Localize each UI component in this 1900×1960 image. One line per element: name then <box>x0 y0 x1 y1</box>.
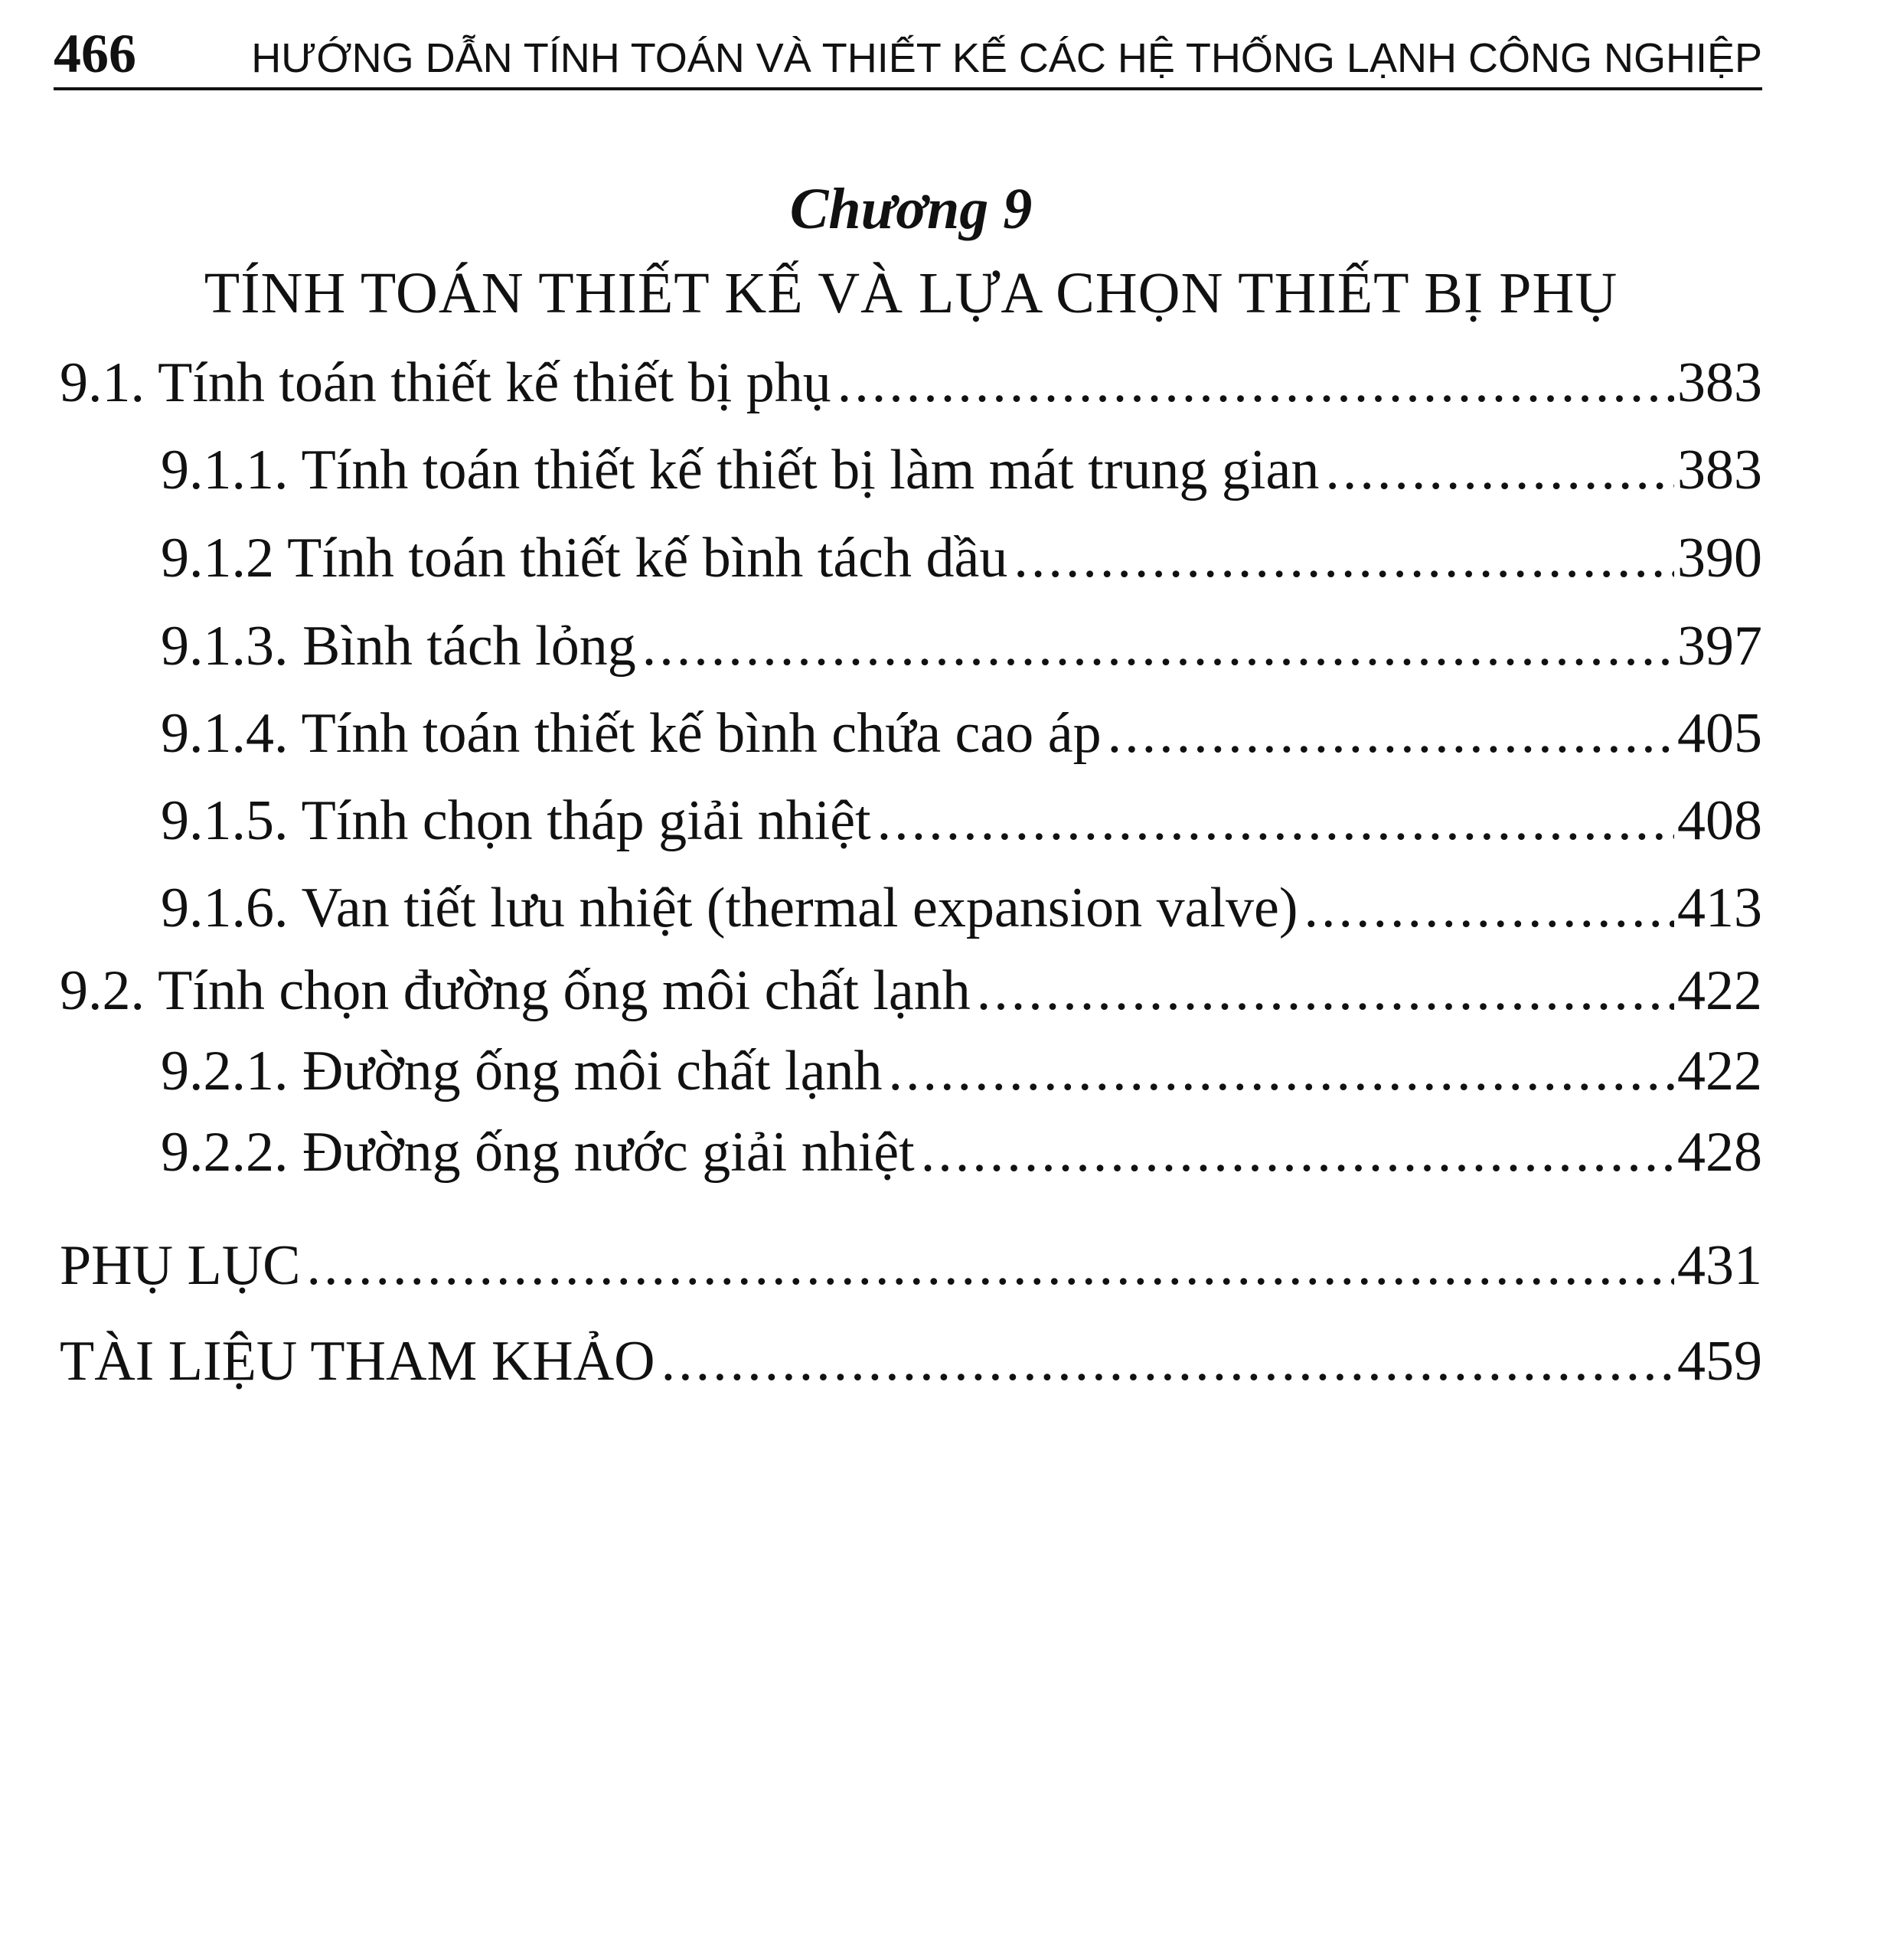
toc-entry-page: 413 <box>1677 877 1762 939</box>
toc-dot-leader <box>888 1037 1674 1106</box>
toc-entry-label: PHỤ LỤC <box>60 1234 301 1297</box>
chapter-label: Chương 9 <box>789 177 1033 241</box>
toc-entry <box>161 699 1762 768</box>
toc-entry <box>161 524 1762 593</box>
running-header <box>54 21 1762 90</box>
toc-entry-page: 422 <box>1677 1040 1762 1102</box>
toc-entry <box>161 786 1762 855</box>
toc-dot-leader <box>837 348 1674 417</box>
toc-entry-page: 459 <box>1677 1330 1762 1393</box>
toc-dot-leader <box>1108 699 1674 768</box>
toc-entry-label: 9.1. Tính toán thiết kế thiết bị phụ <box>60 351 831 414</box>
toc-entry <box>60 1231 1762 1300</box>
toc-entry <box>161 1118 1762 1187</box>
page-number: 466 <box>54 23 136 84</box>
toc-entry-page: 383 <box>1677 439 1762 501</box>
toc-dot-leader <box>1014 524 1674 593</box>
toc-dot-leader <box>307 1231 1674 1300</box>
toc-entry-label: 9.2. Tính chọn đường ống môi chất lạnh <box>60 959 971 1022</box>
toc-entry <box>60 348 1762 417</box>
toc-dot-leader <box>877 786 1674 855</box>
toc-entry-label: 9.2.1. Đường ống môi chất lạnh <box>161 1040 883 1102</box>
toc-entry-page: 390 <box>1677 527 1762 590</box>
toc-entry <box>161 436 1762 505</box>
toc-entry <box>161 612 1762 681</box>
toc-entry <box>60 956 1762 1025</box>
toc-entry-page: 408 <box>1677 789 1762 852</box>
toc-entry-label: 9.1.2 Tính toán thiết kế bình tách dầu <box>161 527 1008 590</box>
running-title: HƯỚNG DẪN TÍNH TOÁN VÀ THIẾT KẾ CÁC HỆ THỐNG LẠNH CÔNG NGHIỆP <box>251 35 1762 81</box>
toc-entry-label: 9.1.6. Van tiết lưu nhiệt (thermal expansion valve) <box>161 877 1298 939</box>
toc-entry <box>60 1327 1762 1396</box>
toc-entry <box>161 874 1762 942</box>
toc-entry <box>161 1037 1762 1106</box>
toc-dot-leader <box>661 1327 1674 1396</box>
toc-entry-page: 397 <box>1677 615 1762 678</box>
toc-dot-leader <box>977 956 1674 1025</box>
chapter-title: TÍNH TOÁN THIẾT KẾ VÀ LỰA CHỌN THIẾT BỊ PHỤ <box>204 261 1618 325</box>
toc-entry-label: TÀI LIỆU THAM KHẢO <box>60 1330 655 1393</box>
toc-entry-page: 431 <box>1677 1234 1762 1297</box>
toc-entry-label: 9.2.2. Đường ống nước giải nhiệt <box>161 1121 915 1184</box>
toc-entry-page: 405 <box>1677 702 1762 765</box>
toc-dot-leader <box>1304 874 1675 942</box>
toc-entry-page: 383 <box>1677 351 1762 414</box>
toc-entry-label: 9.1.3. Bình tách lỏng <box>161 615 636 678</box>
toc-entry-label: 9.1.5. Tính chọn tháp giải nhiệt <box>161 789 871 852</box>
toc-entry-label: 9.1.4. Tính toán thiết kế bình chứa cao áp <box>161 702 1102 765</box>
toc-entry-page: 428 <box>1677 1121 1762 1184</box>
toc-entry-label: 9.1.1. Tính toán thiết kế thiết bị làm mát trung gian <box>161 439 1320 501</box>
toc-entry-page: 422 <box>1677 959 1762 1022</box>
toc-dot-leader <box>642 612 1674 681</box>
toc-dot-leader <box>1325 436 1674 505</box>
toc-dot-leader <box>921 1118 1674 1187</box>
